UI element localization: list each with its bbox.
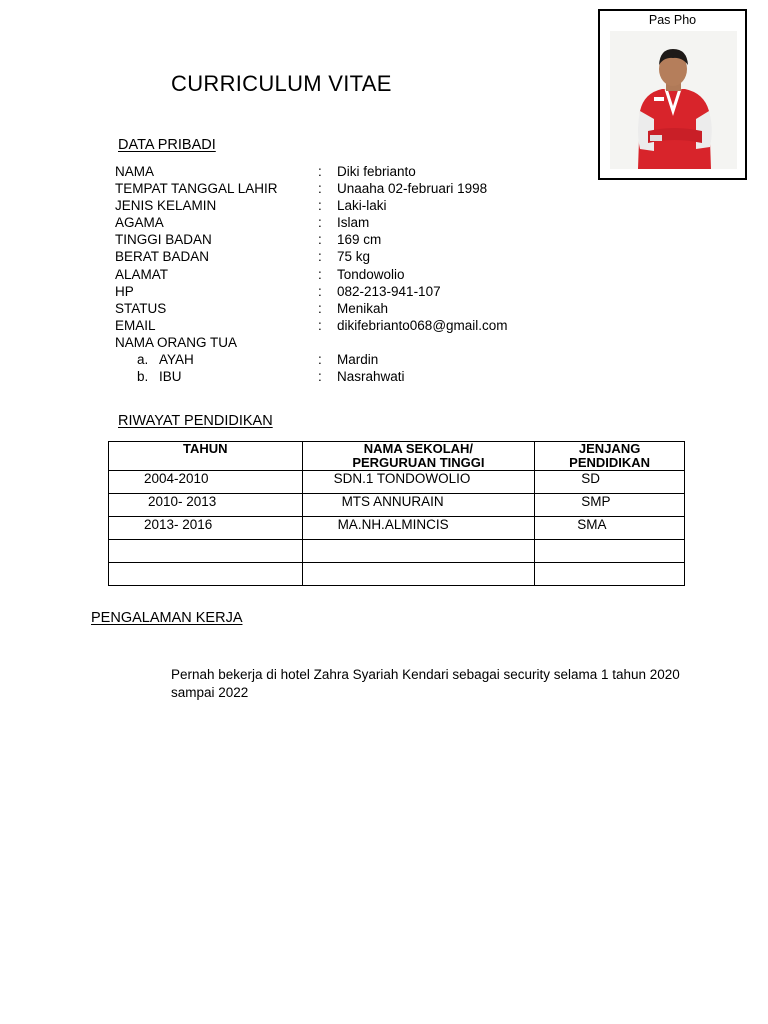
info-value: Menikah: [337, 300, 389, 316]
info-label: JENIS KELAMIN: [115, 198, 217, 214]
cell-jenjang: SMA: [535, 517, 685, 540]
table-row: [109, 471, 685, 494]
info-separator: :: [318, 369, 322, 385]
photo-label: Pas Pho: [648, 13, 697, 27]
cell-tahun: 2010- 2013: [109, 494, 303, 517]
info-row-berat: [115, 248, 508, 265]
table-row: [109, 517, 685, 540]
list-marker: a.: [137, 352, 149, 368]
work-experience-text: Pernah bekerja di hotel Zahra Syariah Kendari sebagai security selama 1 tahun 2020 sampai 2022: [171, 667, 680, 700]
header-sekolah-line1: NAMA SEKOLAH/: [363, 441, 474, 456]
info-row-agama: [115, 214, 508, 231]
info-label: EMAIL: [115, 317, 156, 333]
cell-empty: [535, 540, 685, 563]
header-jenjang-line1: JENJANG: [578, 441, 641, 456]
info-label: TEMPAT TANGGAL LAHIR: [115, 181, 278, 197]
info-row-jenis-kelamin: [115, 197, 508, 214]
info-label: ALAMAT: [115, 266, 169, 282]
table-row-empty: [109, 540, 685, 563]
info-separator: :: [318, 232, 322, 248]
cell-jenjang: SD: [535, 471, 685, 494]
info-value: 75 kg: [337, 249, 371, 265]
info-value: dikifebrianto068@gmail.com: [337, 317, 508, 333]
info-separator: :: [318, 249, 322, 265]
info-separator: :: [318, 181, 322, 197]
info-label: [115, 351, 318, 368]
header-sekolah-line2: PERGURUAN TINGGI: [352, 455, 485, 470]
info-value: Mardin: [337, 352, 379, 368]
info-value: Diki febrianto: [337, 164, 416, 179]
info-value: 169 cm: [337, 232, 382, 248]
cell-sekolah: MTS ANNURAIN: [302, 494, 535, 517]
table-row-empty: [109, 563, 685, 586]
cell-sekolah: SDN.1 TONDOWOLIO: [302, 471, 535, 494]
info-label: NAMA ORANG TUA: [115, 334, 238, 350]
info-row-ayah: [115, 351, 508, 368]
education-table: [108, 441, 685, 586]
info-value: Tondowolio: [337, 266, 405, 282]
cv-title: CURRICULUM VITAE: [171, 71, 392, 96]
cell-empty: [302, 563, 535, 586]
info-value: Nasrahwati: [337, 369, 405, 385]
info-value: Islam: [337, 215, 370, 231]
info-separator: :: [318, 266, 322, 282]
section-riwayat-pendidikan: RIWAYAT PENDIDIKAN: [118, 413, 273, 429]
list-marker: b.: [137, 369, 149, 385]
info-row-status: [115, 300, 508, 317]
header-jenjang: [535, 442, 685, 471]
info-label: TINGGI BADAN: [115, 232, 212, 248]
info-value: Laki-laki: [337, 198, 387, 214]
info-separator: :: [318, 164, 322, 179]
cell-empty: [535, 563, 685, 586]
table-header-row: [109, 442, 685, 471]
info-label: STATUS: [115, 300, 167, 316]
info-separator: :: [318, 352, 322, 368]
info-value: 082-213-941-107: [337, 283, 441, 299]
section-data-pribadi: DATA PRIBADI: [118, 137, 216, 153]
header-sekolah: [302, 442, 535, 471]
cell-jenjang: SMP: [535, 494, 685, 517]
info-separator: :: [318, 300, 322, 316]
info-separator: :: [318, 283, 322, 299]
info-separator: :: [318, 317, 322, 333]
profile-photo: [610, 31, 737, 169]
cell-tahun: 2013- 2016: [109, 517, 303, 540]
header-jenjang-line2: PENDIDIKAN: [569, 455, 651, 470]
table-row: [109, 494, 685, 517]
info-row-alamat: [115, 266, 508, 283]
info-row-email: [115, 317, 508, 334]
info-row-tinggi: [115, 231, 508, 248]
info-separator: :: [318, 215, 322, 231]
info-label: BERAT BADAN: [115, 249, 210, 265]
cell-tahun: 2004-2010: [109, 471, 303, 494]
parent-label: AYAH: [159, 352, 194, 368]
info-row-orang-tua: [115, 334, 508, 351]
info-row-ibu: [115, 368, 508, 385]
info-row-ttl: [115, 180, 508, 197]
cell-sekolah: MA.NH.ALMINCIS: [302, 517, 535, 540]
info-row-hp: [115, 283, 508, 300]
info-separator: :: [318, 198, 322, 214]
info-label: NAMA: [115, 164, 155, 179]
info-value: Unaaha 02-februari 1998: [337, 181, 488, 197]
section-pengalaman-kerja: PENGALAMAN KERJA: [91, 610, 243, 626]
info-label: AGAMA: [115, 215, 164, 231]
info-row-nama: [115, 163, 508, 180]
header-tahun-text: TAHUN: [183, 441, 228, 456]
parent-label: IBU: [159, 369, 182, 385]
cell-empty: [109, 563, 303, 586]
info-label: [115, 368, 318, 385]
info-label: HP: [115, 283, 134, 299]
cell-empty: [302, 540, 535, 563]
cell-empty: [109, 540, 303, 563]
personal-info-list: [115, 163, 508, 385]
header-tahun: [109, 442, 303, 471]
